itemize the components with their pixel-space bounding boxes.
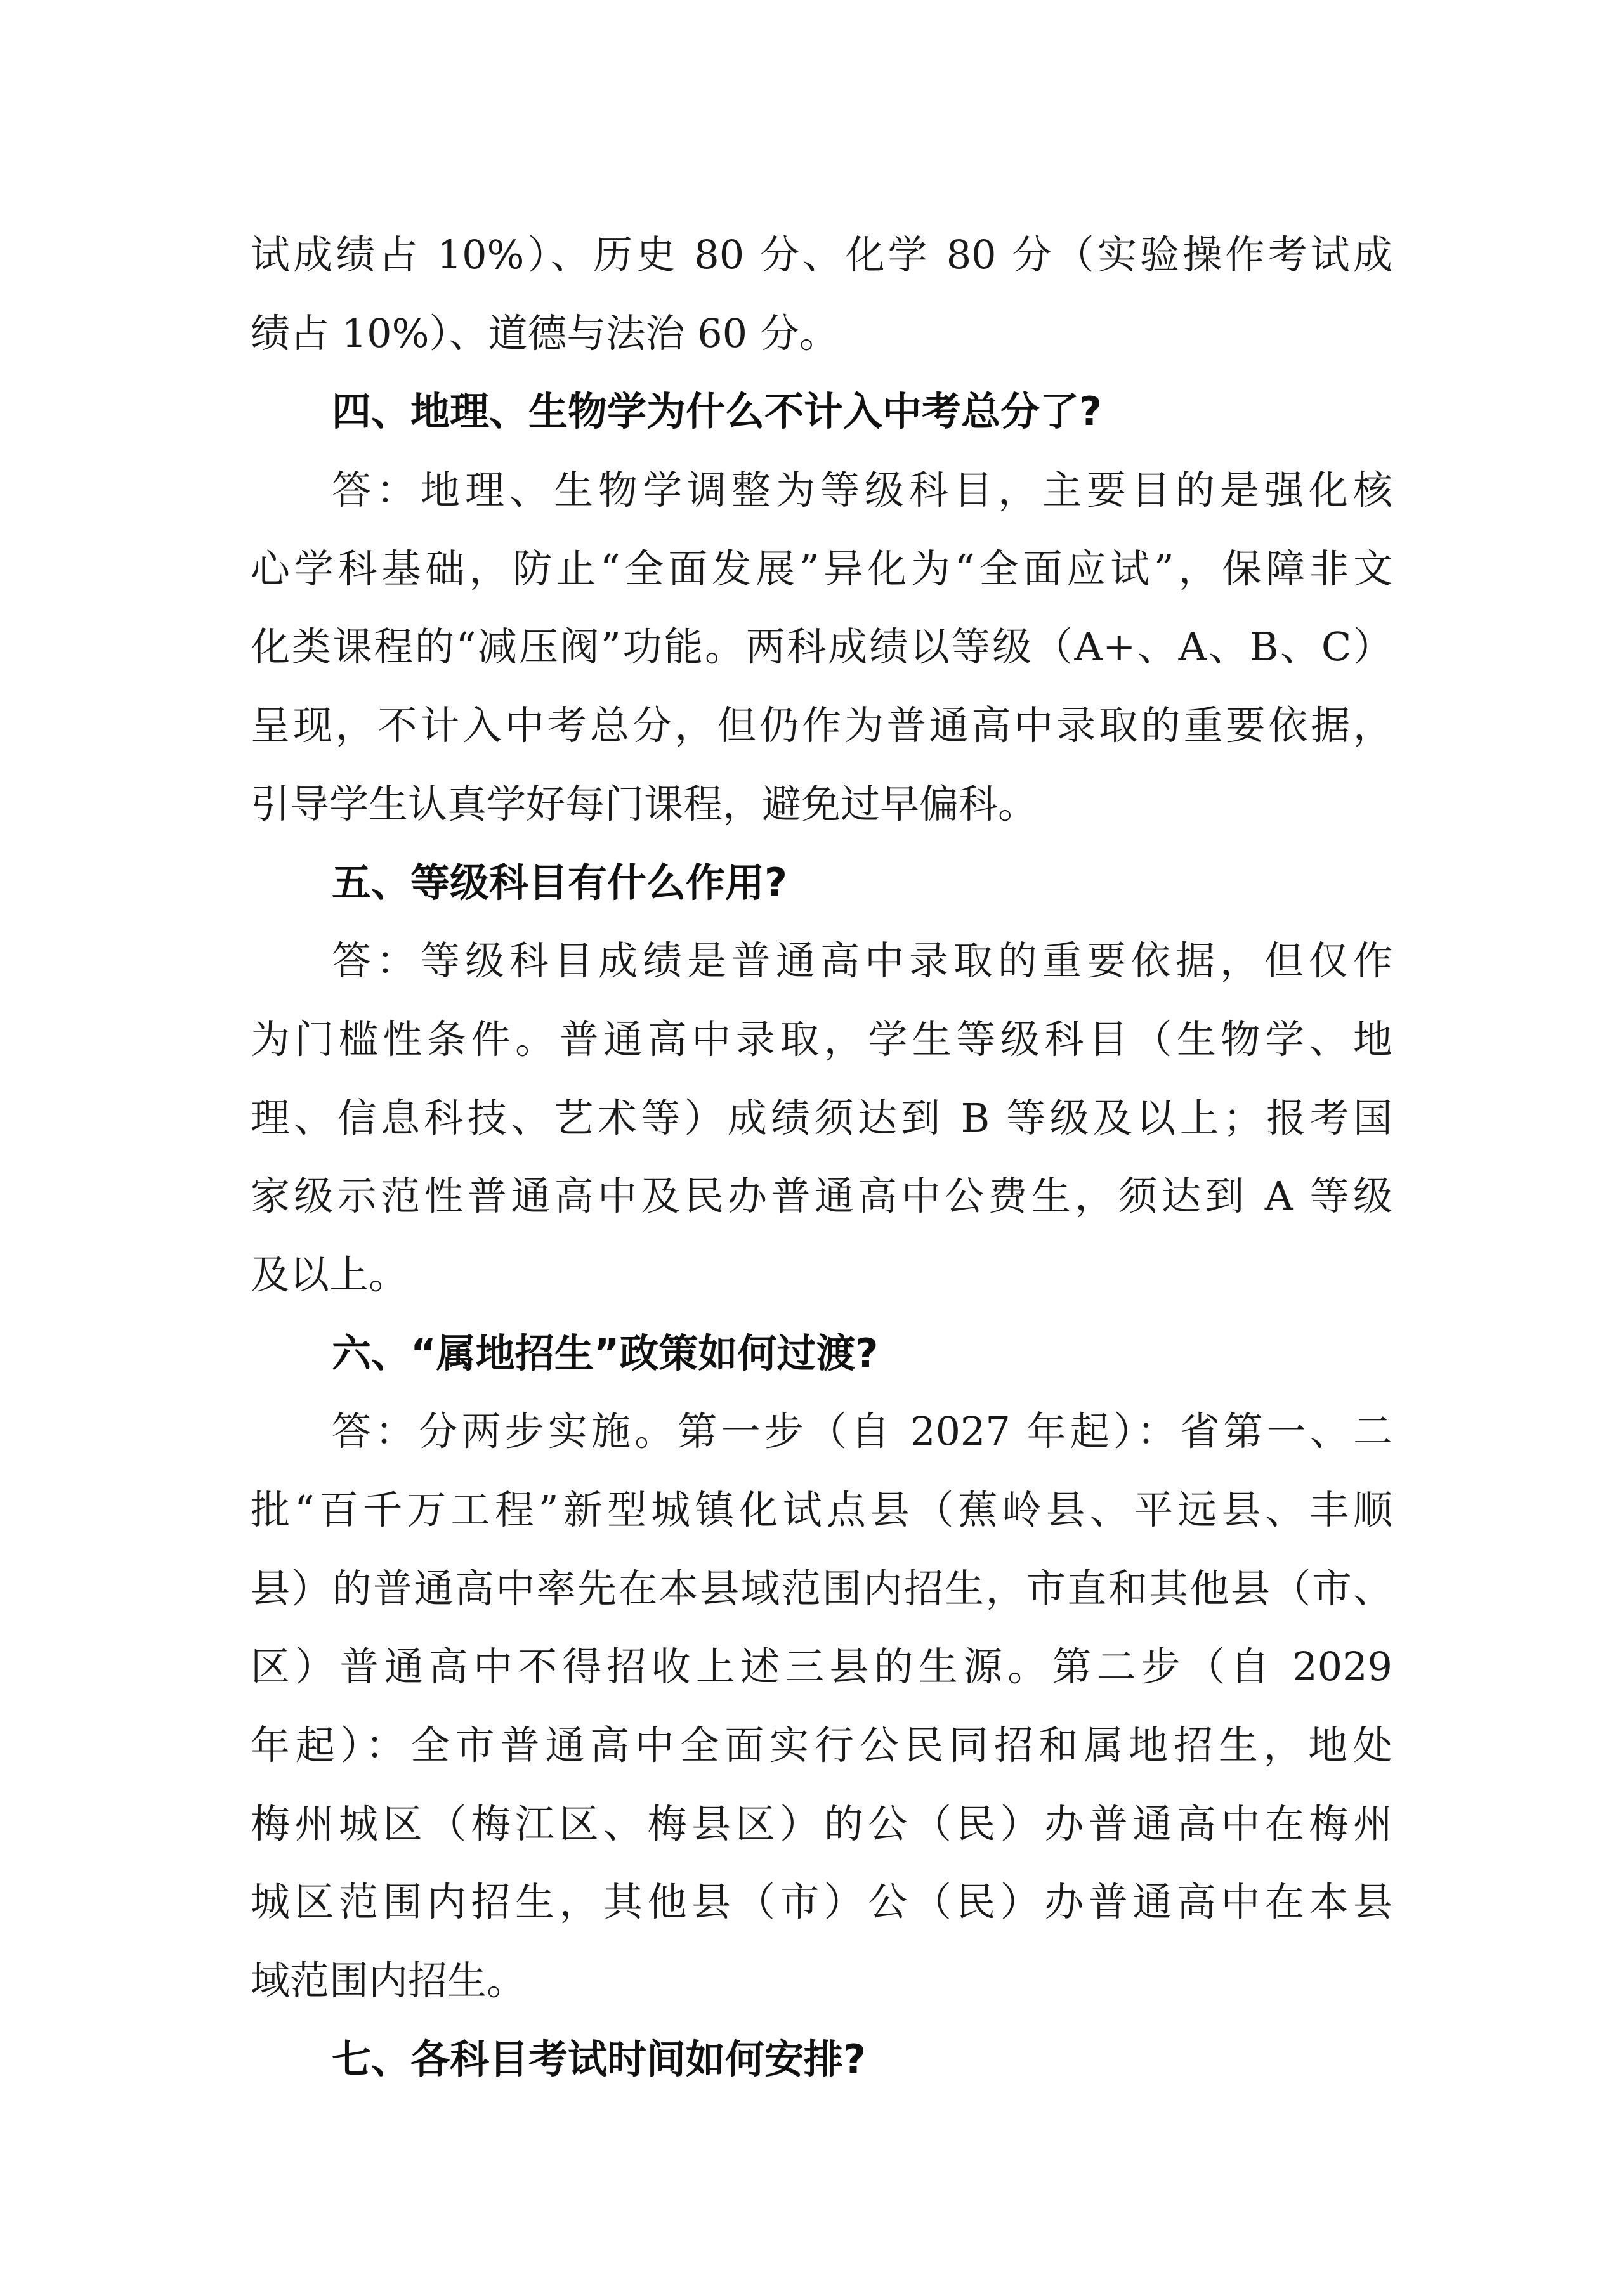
document-body — [251, 216, 1392, 2099]
paragraph-line: 县）的普通高中率先在本县域范围内招生，市直和其他县（市、 — [251, 1565, 1392, 1612]
paragraph-line: 城区范围内招生，其他县（市）公（民）办普通高中在本县 — [251, 1879, 1392, 1926]
paragraph-line: 化类课程的“减压阀”功能。两科成绩以等级（A+、A、B、C） — [251, 623, 1392, 670]
paragraph-line: 答：分两步实施。第一步（自 2027 年起）：省第一、二 — [332, 1408, 1392, 1455]
paragraph-line: 梅州城区（梅江区、梅县区）的公（民）办普通高中在梅州 — [251, 1800, 1392, 1847]
paragraph-line: 答：等级科目成绩是普通高中录取的重要依据，但仅作 — [332, 937, 1392, 984]
paragraph-line: 区）普通高中不得招收上述三县的生源。第二步（自 2029 — [251, 1643, 1392, 1690]
paragraph-line: 答：地理、生物学调整为等级科目，主要目的是强化核 — [332, 467, 1392, 514]
paragraph-line: 批“百千万工程”新型城镇化试点县（蕉岭县、平远县、丰顺 — [251, 1487, 1392, 1533]
paragraph-line: 绩占 10%）、道德与法治 60 分。 — [251, 310, 839, 356]
paragraph-line: 域范围内招生。 — [251, 1957, 527, 2004]
paragraph-line: 及以上。 — [251, 1251, 409, 1298]
paragraph-line: 心学科基础，防止“全面发展”异化为“全面应试”，保障非文 — [251, 545, 1392, 592]
paragraph-line: 家级示范性普通高中及民办普通高中公费生，须达到 A 等级 — [251, 1173, 1392, 1220]
section-heading: 七、各科目考试时间如何安排? — [332, 2035, 866, 2082]
section-heading: 五、等级科目有什么作用? — [332, 859, 787, 906]
paragraph-line: 年起）：全市普通高中全面实行公民同招和属地招生，地处 — [251, 1722, 1392, 1769]
paragraph-line: 试成绩占 10%）、历史 80 分、化学 80 分（实验操作考试成 — [251, 232, 1392, 278]
paragraph-line: 引导学生认真学好每门课程，避免过早偏科。 — [251, 780, 1038, 827]
paragraph-line: 为门槛性条件。普通高中录取，学生等级科目（生物学、地 — [251, 1015, 1392, 1062]
paragraph-line: 呈现，不计入中考总分，但仍作为普通高中录取的重要依据， — [251, 702, 1392, 749]
section-heading: 六、“属地招生”政策如何过渡? — [332, 1329, 879, 1376]
paragraph-line: 理、信息科技、艺术等）成绩须达到 B 等级及以上；报考国 — [251, 1094, 1392, 1141]
section-heading: 四、地理、生物学为什么不计入中考总分了? — [332, 388, 1102, 435]
